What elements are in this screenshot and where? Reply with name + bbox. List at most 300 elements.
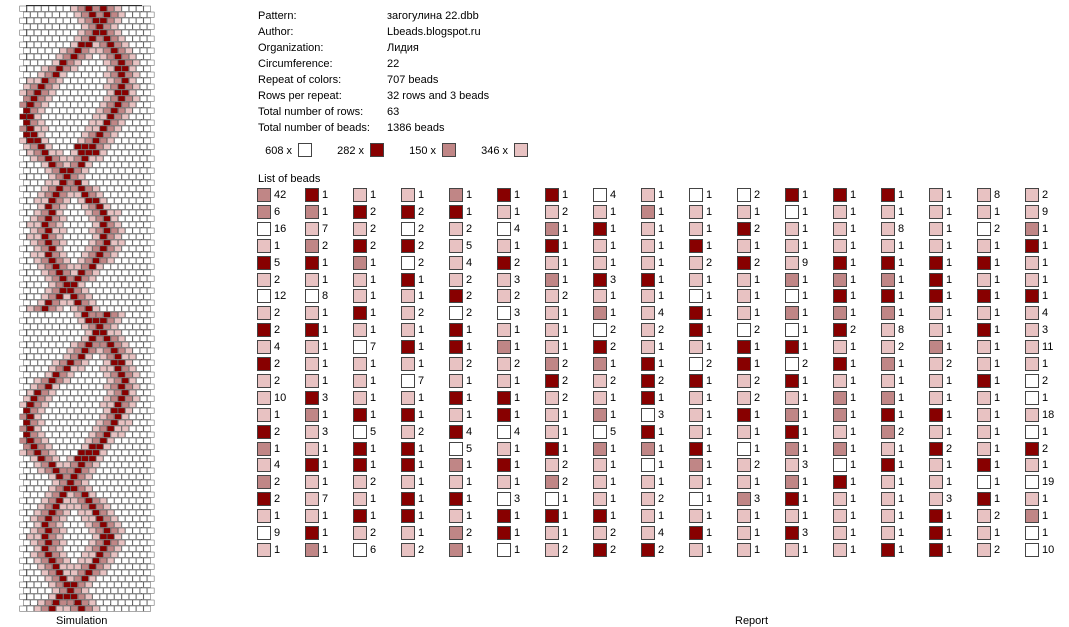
bead-count: 1: [946, 459, 953, 472]
bead-list-entry: [401, 424, 445, 440]
bead: [85, 222, 92, 227]
bead: [140, 240, 147, 245]
bead: [122, 282, 129, 287]
bead-count: 2: [850, 324, 857, 337]
bead-count: 2: [754, 391, 761, 404]
bead: [93, 582, 100, 587]
bead-list-entry: [305, 356, 349, 372]
bead: [82, 264, 89, 269]
bead: [89, 312, 96, 317]
bead: [45, 600, 52, 605]
bead: [122, 258, 129, 263]
bead: [64, 18, 71, 23]
bead-list-entry: [497, 424, 541, 440]
bead-list-entry: [449, 525, 493, 541]
bead-count: 1: [802, 273, 809, 286]
bead-list-entry: [785, 204, 829, 220]
bead-color-swatch: [497, 289, 511, 303]
bead: [89, 36, 96, 41]
bead: [115, 54, 122, 59]
bead: [137, 78, 144, 83]
bead: [144, 234, 151, 239]
bead-count: 1: [754, 239, 761, 252]
bead: [27, 570, 34, 575]
bead-list-entry: [593, 356, 637, 372]
bead-color-swatch: [257, 458, 271, 472]
bead: [85, 126, 92, 131]
bead: [49, 462, 56, 467]
bead: [23, 396, 30, 401]
bead: [126, 588, 133, 593]
bead: [71, 6, 78, 11]
bead-color-swatch: [929, 374, 943, 388]
bead-color-swatch: [977, 239, 991, 253]
bead: [78, 570, 85, 575]
bead-list-entry: [929, 187, 973, 203]
bead: [42, 594, 49, 599]
bead-color-swatch: [641, 374, 655, 388]
bead-count: 2: [274, 374, 281, 387]
bead: [38, 576, 45, 581]
bead: [74, 264, 81, 269]
bead: [137, 402, 144, 407]
bead: [60, 288, 67, 293]
bead: [71, 270, 78, 275]
bead-list-entry: [593, 373, 637, 389]
bead-count: 9: [274, 527, 281, 539]
bead: [93, 534, 100, 539]
bead: [38, 528, 45, 533]
bead: [78, 282, 85, 287]
bead: [71, 222, 78, 227]
bead: [27, 18, 34, 23]
bead: [111, 276, 118, 281]
bead: [56, 54, 63, 59]
bead: [96, 120, 103, 125]
bead: [71, 402, 78, 407]
bead: [137, 486, 144, 491]
bead-count: 1: [946, 476, 953, 489]
bead-list-entry: [641, 187, 685, 203]
bead: [82, 288, 89, 293]
bead: [34, 426, 41, 431]
bead: [64, 474, 71, 479]
bead-count: 11: [1042, 341, 1054, 354]
bead: [56, 138, 63, 143]
bead-list-entry: [257, 255, 301, 271]
bead: [126, 60, 133, 65]
bead: [78, 90, 85, 95]
bead-color-swatch: [593, 458, 607, 472]
bead: [89, 84, 96, 89]
bead-list-entry: [545, 441, 589, 457]
bead: [111, 528, 118, 533]
bead: [126, 300, 133, 305]
bead: [27, 510, 34, 515]
bead: [140, 264, 147, 269]
bead: [31, 108, 38, 113]
bead-count: 1: [370, 273, 377, 286]
bead-color-swatch: [641, 222, 655, 236]
bead: [23, 456, 30, 461]
bead: [144, 222, 151, 227]
bead: [111, 12, 118, 17]
bead: [42, 558, 49, 563]
bead: [49, 54, 56, 59]
bead: [100, 222, 107, 227]
bead-color-swatch: [545, 526, 559, 540]
bead: [111, 72, 118, 77]
bead: [129, 162, 136, 167]
bead: [115, 582, 122, 587]
bead: [129, 378, 136, 383]
bead-count: 1: [898, 189, 905, 201]
bead: [74, 456, 81, 461]
bead-color-swatch: [401, 492, 415, 506]
bead: [133, 180, 140, 185]
simulation-pattern: [27, 6, 143, 606]
bead: [89, 564, 96, 569]
bead-color-swatch: [353, 475, 367, 489]
bead: [56, 18, 63, 23]
bead-color-swatch: [353, 306, 367, 320]
bead: [85, 282, 92, 287]
bead: [104, 516, 111, 521]
bead-list-entry: [545, 339, 589, 355]
bead: [71, 102, 78, 107]
bead-color-swatch: [1025, 509, 1039, 523]
bead: [85, 102, 92, 107]
bead-list-entry: [689, 187, 733, 203]
bead-count: 1: [946, 341, 953, 354]
bead-color-swatch: [689, 222, 703, 236]
bead-count: 1: [706, 442, 713, 455]
bead-list-entry: [881, 187, 925, 203]
bead-list-entry: [1025, 441, 1069, 457]
bead-color-swatch: [305, 526, 319, 540]
bead: [89, 396, 96, 401]
bead: [89, 420, 96, 425]
bead-color-swatch: [305, 239, 319, 253]
bead: [93, 474, 100, 479]
bead: [126, 168, 133, 173]
bead: [126, 84, 133, 89]
bead: [56, 606, 63, 611]
bead: [96, 492, 103, 497]
bead: [111, 144, 118, 149]
bead-color-swatch: [833, 442, 847, 456]
bead-list-entry: [977, 187, 1021, 203]
bead-list-entry: [1025, 407, 1069, 423]
bead: [82, 108, 89, 113]
bead: [82, 324, 89, 329]
bead-count: 1: [994, 341, 1001, 354]
bead: [96, 108, 103, 113]
info-value: 22: [387, 58, 400, 70]
bead-color-swatch: [353, 222, 367, 236]
bead: [122, 390, 129, 395]
bead-count: 1: [562, 189, 569, 201]
bead-count: 1: [898, 408, 905, 421]
bead-list-entry: [785, 424, 829, 440]
bead: [126, 336, 133, 341]
bead-count: 1: [850, 307, 857, 320]
bead: [34, 486, 41, 491]
bead: [137, 258, 144, 263]
bead-color-swatch: [977, 475, 991, 489]
bead-count: 1: [898, 273, 905, 286]
bead-color-swatch: [833, 306, 847, 320]
bead: [144, 402, 151, 407]
bead: [104, 444, 111, 449]
bead: [137, 354, 144, 359]
bead-list-entry: [353, 525, 397, 541]
bead: [56, 354, 63, 359]
bead-color-swatch: [257, 340, 271, 354]
bead-list-entry: [833, 187, 877, 203]
bead-list-entry: [737, 288, 781, 304]
bead: [129, 102, 136, 107]
bead: [140, 588, 147, 593]
bead: [144, 558, 151, 563]
bead: [20, 306, 27, 311]
bead: [64, 258, 71, 263]
bead-color-swatch: [497, 543, 511, 557]
bead-color-swatch: [881, 492, 895, 506]
bead: [38, 468, 45, 473]
bead: [147, 120, 154, 125]
bead: [56, 378, 63, 383]
bead: [82, 12, 89, 17]
bead: [89, 132, 96, 137]
bead: [42, 606, 49, 611]
bead: [23, 564, 30, 569]
bead: [107, 474, 114, 479]
bead-count: 1: [514, 374, 521, 387]
bead: [53, 24, 60, 29]
bead-count: 1: [802, 408, 809, 421]
bead: [85, 426, 92, 431]
bead: [133, 444, 140, 449]
bead-color-swatch: [833, 543, 847, 557]
bead-count: 1: [562, 273, 569, 286]
bead: [115, 378, 122, 383]
bead-list-entry: [353, 255, 397, 271]
bead-count: 2: [994, 510, 1001, 523]
bead: [42, 498, 49, 503]
bead: [27, 54, 34, 59]
bead: [27, 42, 34, 47]
bead: [129, 222, 136, 227]
bead: [23, 276, 30, 281]
bead: [56, 342, 63, 347]
bead: [53, 564, 60, 569]
bead: [27, 318, 34, 323]
bead-list-entry: [641, 322, 685, 338]
bead: [67, 180, 74, 185]
bead: [118, 36, 125, 41]
bead-color-swatch: [449, 442, 463, 456]
bead: [144, 426, 151, 431]
bead: [20, 282, 27, 287]
bead: [115, 558, 122, 563]
bead: [38, 204, 45, 209]
bead: [67, 252, 74, 257]
bead-list-entry: [497, 491, 541, 507]
bead-color-swatch: [353, 526, 367, 540]
bead: [78, 366, 85, 371]
bead: [64, 78, 71, 83]
bead: [147, 252, 154, 257]
bead: [137, 18, 144, 23]
bead: [144, 42, 151, 47]
bead: [144, 162, 151, 167]
bead: [140, 396, 147, 401]
bead: [82, 360, 89, 365]
bead: [96, 300, 103, 305]
bead: [78, 138, 85, 143]
bead: [27, 414, 34, 419]
bead-list-entry: [977, 204, 1021, 220]
bead: [38, 216, 45, 221]
bead: [49, 534, 56, 539]
bead-count: 7: [322, 222, 329, 235]
bead-count: 1: [706, 307, 713, 320]
bead: [67, 24, 74, 29]
bead-color-swatch: [977, 289, 991, 303]
bead: [49, 306, 56, 311]
bead: [89, 72, 96, 77]
bead: [126, 528, 133, 533]
bead: [126, 492, 133, 497]
bead-count: 1: [946, 205, 953, 218]
bead-list-entry: [737, 491, 781, 507]
bead-count: 1: [850, 459, 857, 472]
bead-color-swatch: [401, 509, 415, 523]
bead: [27, 162, 34, 167]
bead-count: 1: [946, 256, 953, 269]
bead: [71, 462, 78, 467]
bead-count: 1: [658, 510, 665, 523]
bead-list-entry: [833, 288, 877, 304]
bead-list-entry: [497, 474, 541, 490]
bead-color-swatch: [689, 492, 703, 506]
bead-list-entry: [977, 272, 1021, 288]
bead-color-swatch: [449, 492, 463, 506]
bead: [42, 582, 49, 587]
bead: [107, 426, 114, 431]
bead-list-entry: [593, 542, 637, 558]
bead-color-swatch: [785, 273, 799, 287]
bead: [122, 270, 129, 275]
bead: [67, 312, 74, 317]
bead-color-swatch: [737, 374, 751, 388]
bead: [140, 96, 147, 101]
bead-color-swatch: [881, 475, 895, 489]
bead: [60, 432, 67, 437]
bead: [104, 192, 111, 197]
bead: [147, 60, 154, 65]
bead-list-entry: [785, 255, 829, 271]
bead-color-swatch: [785, 509, 799, 523]
bead: [53, 12, 60, 17]
bead: [89, 300, 96, 305]
bead: [126, 396, 133, 401]
bead: [20, 534, 27, 539]
bead: [82, 84, 89, 89]
bead: [126, 36, 133, 41]
info-label: Rows per repeat:: [258, 90, 342, 102]
bead-color-swatch: [305, 340, 319, 354]
bead: [104, 204, 111, 209]
bead: [64, 366, 71, 371]
bead: [144, 390, 151, 395]
bead: [53, 120, 60, 125]
bead: [85, 510, 92, 515]
bead-color-swatch: [449, 340, 463, 354]
bead: [104, 96, 111, 101]
bead: [34, 558, 41, 563]
bead-list-entry: [593, 255, 637, 271]
bead: [126, 432, 133, 437]
bead-color-swatch: [1025, 323, 1039, 337]
bead: [74, 216, 81, 221]
bead-count: 8: [898, 324, 905, 337]
bead-color-swatch: [737, 458, 751, 472]
bead: [71, 342, 78, 347]
bead: [85, 42, 92, 47]
bead: [96, 432, 103, 437]
bead: [104, 576, 111, 581]
bead: [53, 60, 60, 65]
bead: [115, 306, 122, 311]
bead: [23, 372, 30, 377]
bead: [85, 546, 92, 551]
bead-count: 16: [274, 222, 287, 235]
bead: [89, 228, 96, 233]
bead-count: 1: [370, 391, 377, 404]
bead: [122, 378, 129, 383]
bead: [45, 288, 52, 293]
bead: [104, 168, 111, 173]
bead: [82, 432, 89, 437]
bead: [31, 312, 38, 317]
bead: [107, 222, 114, 227]
bead-color-swatch: [929, 509, 943, 523]
bead-count: 1: [946, 527, 953, 539]
bead-color-swatch: [977, 188, 991, 202]
bead-count: 5: [466, 442, 473, 455]
bead: [107, 414, 114, 419]
bead-color-swatch: [545, 273, 559, 287]
bead: [104, 360, 111, 365]
bead: [144, 102, 151, 107]
bead-count: 1: [850, 358, 857, 370]
bead: [60, 324, 67, 329]
bead: [144, 114, 151, 119]
bead-color-swatch: [689, 374, 703, 388]
bead-color-swatch: [353, 239, 367, 253]
bead: [53, 264, 60, 269]
bead-list-entry: [833, 508, 877, 524]
bead: [100, 354, 107, 359]
bead: [104, 36, 111, 41]
bead: [111, 504, 118, 509]
bead-list-entry: [689, 407, 733, 423]
bead: [27, 606, 34, 611]
bead-count: 2: [658, 374, 665, 387]
bead: [115, 318, 122, 323]
